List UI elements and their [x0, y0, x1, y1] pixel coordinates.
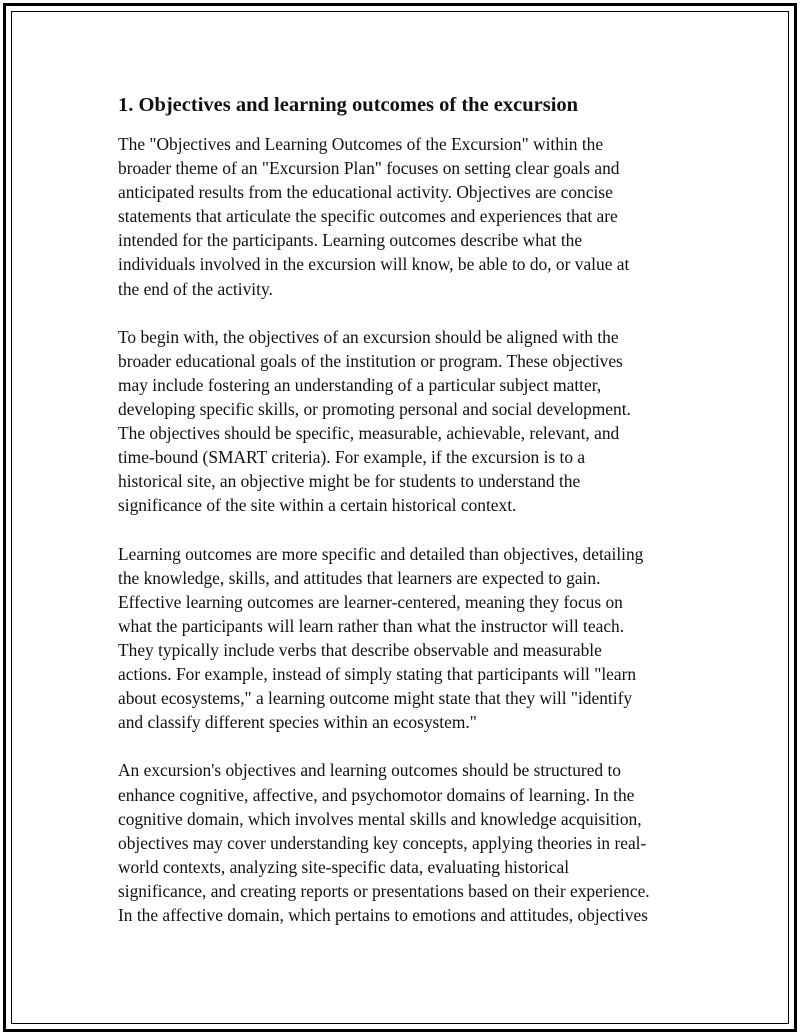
- paragraph-line: time-bound (SMART criteria). For example, if the excursion is to a: [118, 447, 586, 468]
- section-heading: 1. Objectives and learning outcomes of the excursion: [118, 94, 579, 116]
- document-body: [118, 90, 683, 951]
- paragraph-line: objectives may cover understanding key concepts, applying theories in real-: [118, 832, 647, 853]
- paragraph-line: cognitive domain, which involves mental skills and knowledge acquisition,: [118, 808, 642, 829]
- paragraph-line: what the participants will learn rather than what the instructor will teach.: [118, 615, 625, 636]
- paragraph-line: enhance cognitive, affective, and psychomotor domains of learning. In the: [118, 784, 635, 805]
- paragraph-line: Effective learning outcomes are learner-centered, meaning they focus on: [118, 591, 623, 612]
- paragraph-line: the knowledge, skills, and attitudes that learners are expected to gain.: [118, 567, 601, 588]
- paragraph-line: historical site, an objective might be for students to understand the: [118, 471, 581, 492]
- paragraph-line: broader theme of an "Excursion Plan" focuses on setting clear goals and: [118, 158, 620, 179]
- paragraph-line: world contexts, analyzing site-specific data, evaluating historical: [118, 856, 570, 877]
- paragraph-line: about ecosystems," a learning outcome might state that they will "identify: [118, 688, 633, 709]
- paragraph-4: [118, 758, 683, 927]
- paragraph-line: They typically include verbs that describe observable and measurable: [118, 639, 602, 660]
- paragraph-1: [118, 132, 683, 301]
- paragraph-line: significance of the site within a certain historical context.: [118, 495, 517, 516]
- paragraph-line: An excursion's objectives and learning outcomes should be structured to: [118, 760, 621, 781]
- paragraph-line: broader educational goals of the institution or program. These objectives: [118, 350, 623, 371]
- paragraph-line: statements that articulate the specific outcomes and experiences that are: [118, 206, 618, 227]
- paragraph-3: [118, 542, 683, 735]
- paragraph-line: significance, and creating reports or presentations based on their experience.: [118, 880, 650, 901]
- paragraph-line: individuals involved in the excursion will know, be able to do, or value at: [118, 254, 630, 275]
- paragraph-line: developing specific skills, or promoting personal and social development.: [118, 399, 631, 420]
- paragraph-line: intended for the participants. Learning outcomes describe what the: [118, 230, 583, 251]
- paragraph-line: In the affective domain, which pertains to emotions and attitudes, objectives: [118, 905, 648, 925]
- paragraph-line: actions. For example, instead of simply stating that participants will "learn: [118, 664, 637, 685]
- paragraph-line: Learning outcomes are more specific and detailed than objectives, detailing: [118, 543, 644, 564]
- paragraph-line: The "Objectives and Learning Outcomes of the Excursion" within the: [118, 134, 604, 154]
- paragraph-line: anticipated results from the educational activity. Objectives are concise: [118, 182, 613, 203]
- paragraph-line: To begin with, the objectives of an excursion should be aligned with the: [118, 326, 619, 347]
- paragraph-line: The objectives should be specific, measurable, achievable, relevant, and: [118, 423, 620, 444]
- paragraph-2: [118, 325, 683, 518]
- paragraph-line: the end of the activity.: [118, 278, 273, 299]
- paragraph-line: may include fostering an understanding of a particular subject matter,: [118, 374, 602, 395]
- paragraph-line: and classify different species within an ecosystem.": [118, 712, 477, 733]
